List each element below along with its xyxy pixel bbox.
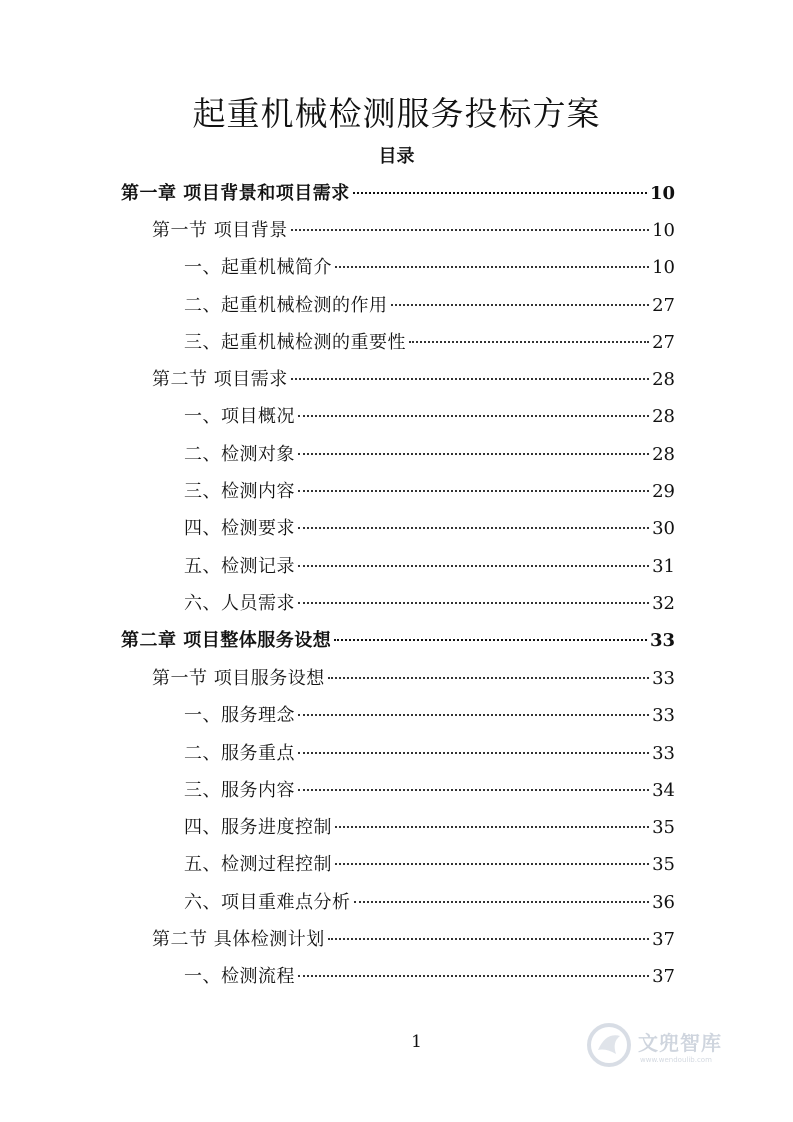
toc-entry-label: 四、服务进度控制 [184,817,332,838]
toc-item-entry[interactable] [184,515,675,543]
toc-entry-page: 31 [652,556,675,577]
page-number: 1 [411,1032,422,1052]
toc-entry-label: 三、服务内容 [184,780,295,801]
toc-entry-page: 30 [652,518,675,539]
toc-entry-page: 10 [649,183,675,204]
toc-entry-page: 27 [652,332,675,353]
toc-entry-page: 37 [652,966,675,987]
toc-entry-page: 10 [652,220,675,241]
toc-entry-page: 36 [652,892,675,913]
toc-chapter-entry[interactable] [121,180,675,208]
toc-dot-leader [335,826,649,828]
toc-dot-leader [354,901,650,903]
toc-entry-label: 一、起重机械简介 [184,257,332,278]
toc-entry-label: 一、服务理念 [184,705,295,726]
toc-section-entry[interactable] [152,366,675,394]
toc-entry-page: 28 [652,369,675,390]
toc-entry-label: 第一节 项目服务设想 [152,668,325,689]
toc-dot-leader [334,639,647,641]
toc-entry-page: 34 [652,780,675,801]
toc-dot-leader [298,527,649,529]
toc-item-entry[interactable] [184,963,675,991]
toc-entry-label: 第二节 具体检测计划 [152,929,325,950]
toc-item-entry[interactable] [184,478,675,506]
toc-item-entry[interactable] [184,553,675,581]
toc-dot-leader [298,975,649,977]
toc-entry-label: 二、检测对象 [184,444,295,465]
toc-item-entry[interactable] [184,403,675,431]
toc-entry-label: 三、起重机械检测的重要性 [184,332,406,353]
toc-entry-label: 第一章 项目背景和项目需求 [121,183,350,204]
toc-entry-page: 37 [652,929,675,950]
toc-item-entry[interactable] [184,590,675,618]
toc-entry-page: 27 [652,295,675,316]
toc-entry-label: 第二节 项目需求 [152,369,288,390]
toc-dot-leader [335,863,649,865]
toc-item-entry[interactable] [184,889,675,917]
toc-entry-page: 33 [649,630,675,651]
toc-item-entry[interactable] [184,292,675,320]
toc-entry-page: 33 [652,705,675,726]
toc-dot-leader [298,714,649,716]
toc-item-entry[interactable] [184,777,675,805]
toc-entry-page: 28 [652,444,675,465]
toc-dot-leader [409,341,649,343]
toc-dot-leader [353,192,647,194]
toc-entry-label: 二、服务重点 [184,743,295,764]
toc-item-entry[interactable] [184,441,675,469]
toc-entry-page: 28 [652,406,675,427]
watermark [586,1020,756,1070]
toc-entry-page: 10 [652,257,675,278]
toc-dot-leader [298,565,649,567]
toc-item-entry[interactable] [184,740,675,768]
toc-entry-page: 35 [652,854,675,875]
toc-entry-page: 32 [652,593,675,614]
toc-entry-label: 一、项目概况 [184,406,295,427]
document-title: 起重机械检测服务投标方案 [192,94,601,133]
toc-dot-leader [328,677,649,679]
watermark-logo-icon [586,1022,632,1068]
toc-entry-label: 第二章 项目整体服务设想 [121,630,332,651]
toc-entry-label: 五、检测过程控制 [184,854,332,875]
watermark-url: www.wendoulib.com [640,1055,712,1064]
toc-entry-label: 六、项目重难点分析 [184,892,351,913]
toc-item-entry[interactable] [184,814,675,842]
toc-entry-label: 二、起重机械检测的作用 [184,295,388,316]
toc-entry-page: 33 [652,743,675,764]
toc-dot-leader [335,266,649,268]
toc-dot-leader [298,453,649,455]
toc-chapter-entry[interactable] [121,627,675,655]
toc-item-entry[interactable] [184,254,675,282]
toc-dot-leader [328,938,649,940]
toc-section-entry[interactable] [152,926,675,954]
toc-dot-leader [298,789,649,791]
toc-heading: 目录 [378,146,415,167]
toc-entry-page: 35 [652,817,675,838]
toc-dot-leader [298,490,649,492]
toc-section-entry[interactable] [152,217,675,245]
toc-dot-leader [291,229,649,231]
toc-section-entry[interactable] [152,665,675,693]
watermark-text: 文兜智库 [638,1030,722,1055]
toc-entry-label: 一、检测流程 [184,966,295,987]
toc-entry-label: 三、检测内容 [184,481,295,502]
toc-dot-leader [298,415,649,417]
toc-entry-page: 33 [652,668,675,689]
toc-entry-label: 五、检测记录 [184,556,295,577]
toc-entry-label: 第一节 项目背景 [152,220,288,241]
toc-dot-leader [298,752,649,754]
toc-item-entry[interactable] [184,329,675,357]
toc-item-entry[interactable] [184,851,675,879]
toc-item-entry[interactable] [184,702,675,730]
toc-dot-leader [291,378,649,380]
toc-entry-label: 六、人员需求 [184,593,295,614]
toc-dot-leader [391,304,650,306]
toc-dot-leader [298,602,649,604]
toc-entry-page: 29 [652,481,675,502]
toc-entry-label: 四、检测要求 [184,518,295,539]
